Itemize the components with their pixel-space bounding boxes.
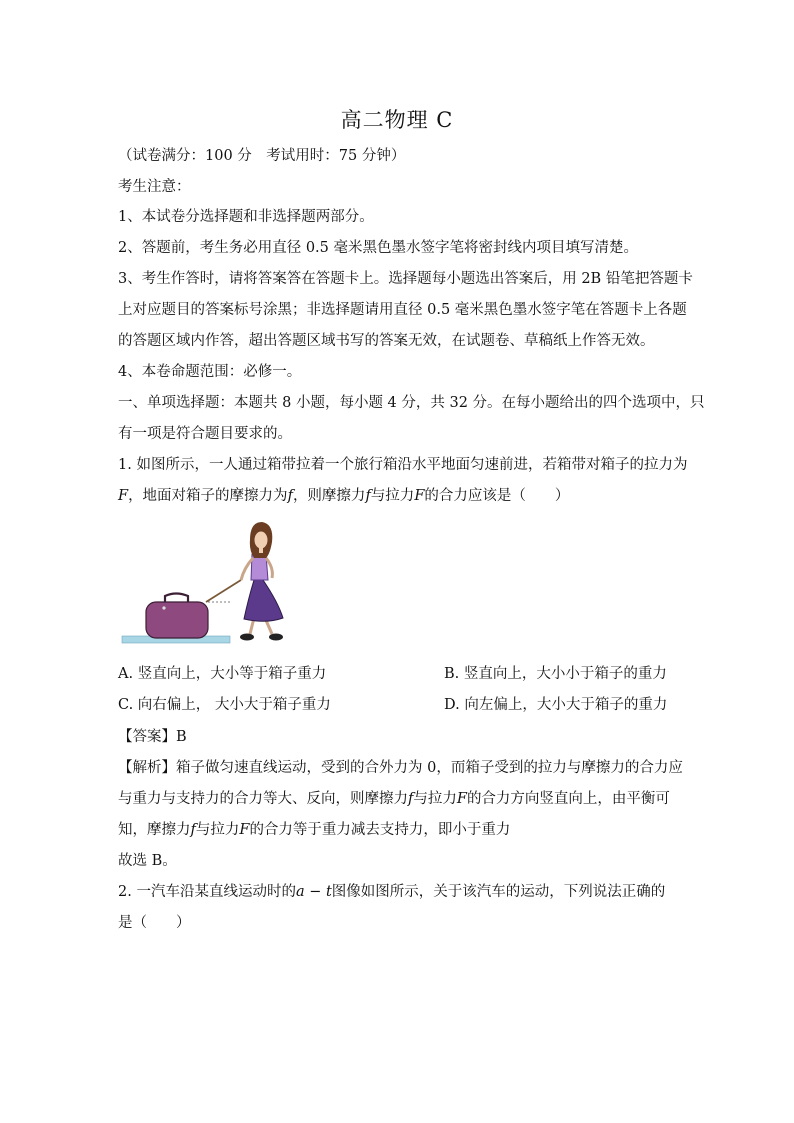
- note-3: 3、考生作答时，请将答案答在答题卡上。选择题每小题选出答案后，用 2B 铅笔把答题卡: [118, 271, 693, 287]
- symbol-f: f: [365, 488, 371, 504]
- symbol-f: f: [287, 488, 293, 504]
- girl-face: [255, 532, 268, 549]
- notice-heading: 考生注意：: [118, 179, 191, 195]
- option-a[interactable]: A. 竖直向上，大小等于箱子重力: [118, 666, 327, 682]
- question-1-stem: 1. 如图所示，一人通过箱带拉着一个旅行箱沿水平地面匀速前进，若箱带对箱子的拉力为: [118, 457, 688, 473]
- girl-shoe-right: [269, 634, 283, 641]
- analysis-line-3: 知，摩擦力f与拉力F的合力等于重力减去支持力，即小于重力: [118, 822, 511, 838]
- symbol-F: F: [239, 822, 250, 838]
- girl-neck: [259, 548, 263, 553]
- symbol-F: F: [456, 791, 467, 807]
- suitcase-handle: [165, 594, 188, 603]
- symbol-a-t: a − t: [295, 884, 332, 900]
- note-2: 2、答题前，考生务必用直径 0.5 毫米黑色墨水签字笔将密封线内项目填写清楚。: [118, 240, 639, 256]
- option-d[interactable]: D. 向左偏上，大小大于箱子的重力: [444, 697, 668, 713]
- exam-info: （试卷满分：100 分 考试用时：75 分钟）: [118, 148, 406, 164]
- symbol-F: F: [118, 488, 129, 504]
- question-2-stem: 2. 一汽车沿某直线运动时的a − t图像如图所示，关于该汽车的运动，下列说法正确的: [118, 884, 666, 900]
- answer-label: 【答案】B: [118, 729, 187, 745]
- question-1-stem-cont: F，地面对箱子的摩擦力为f，则摩擦力f与拉力F的合力应该是（ ）: [118, 488, 570, 504]
- suitcase-strap: [206, 580, 241, 602]
- girl-shoe-left: [240, 634, 254, 641]
- question-1-figure: [120, 518, 300, 650]
- option-b[interactable]: B. 竖直向上，大小小于箱子的重力: [444, 666, 667, 682]
- note-3-cont-1: 上对应题目的答案标号涂黑；非选择题请用直径 0.5 毫米黑色墨水签字笔在答题卡上各题: [118, 302, 687, 318]
- analysis-label: 【解析】: [118, 760, 176, 776]
- option-c[interactable]: C. 向右偏上， 大小大于箱子重力: [118, 697, 331, 713]
- symbol-f: f: [190, 822, 196, 838]
- person-pulling-suitcase-illustration: [120, 518, 300, 650]
- section-heading: 一、单项选择题：本题共 8 小题，每小题 4 分，共 32 分。在每小题给出的四个选项中，只: [118, 395, 705, 411]
- symbol-f: f: [408, 791, 414, 807]
- analysis-conclusion: 故选 B。: [118, 853, 177, 869]
- suitcase: [146, 602, 208, 638]
- question-2-stem-cont: 是（ ）: [118, 915, 191, 931]
- note-3-cont-2: 的答题区域内作答，超出答题区域书写的答案无效，在试题卷、草稿纸上作答无效。: [118, 333, 655, 349]
- suitcase-zipper: [162, 606, 165, 609]
- analysis-line-2: 与重力与支持力的合力等大、反向，则摩擦力f与拉力F的合力方向竖直向上，由平衡可: [118, 791, 670, 807]
- girl-skirt: [244, 580, 283, 621]
- symbol-F: F: [414, 488, 425, 504]
- page-title: 高二物理 C: [340, 108, 454, 132]
- note-1: 1、本试卷分选择题和非选择题两部分。: [118, 209, 374, 225]
- analysis-line-1: 【解析】箱子做匀速直线运动，受到的合外力为 0，而箱子受到的拉力与摩擦力的合力应: [118, 760, 683, 776]
- note-4: 4、本卷命题范围：必修一。: [118, 364, 302, 380]
- section-heading-cont: 有一项是符合题目要求的。: [118, 426, 292, 442]
